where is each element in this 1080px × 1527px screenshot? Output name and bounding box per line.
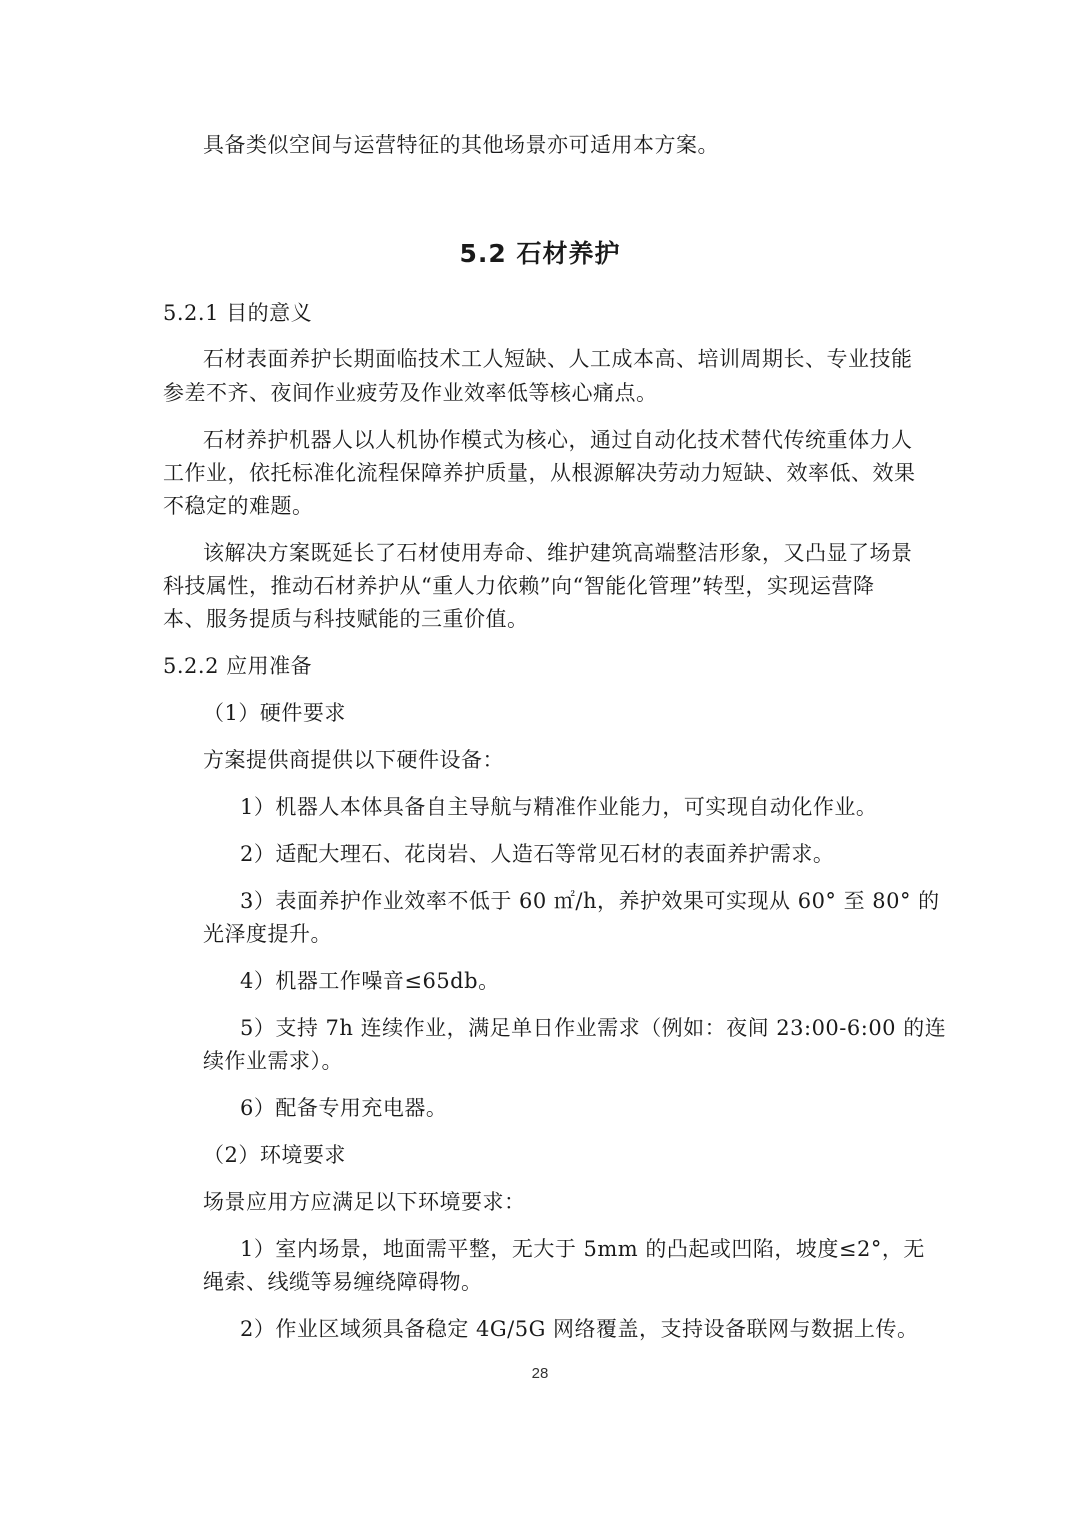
- list-item: 2）适配大理石、花岗岩、人造石等常见石材的表面养护需求。: [240, 842, 835, 866]
- list-item-continuation: 续作业需求）。: [203, 1049, 343, 1073]
- page-number: 28: [531, 1365, 549, 1382]
- text-line: 本、服务提质与科技赋能的三重价值。: [163, 607, 529, 631]
- text-line: 具备类似空间与运营特征的其他场景亦可适用本方案。: [203, 133, 719, 157]
- text-line: 不稳定的难题。: [163, 494, 314, 518]
- text-line: 方案提供商提供以下硬件设备：: [203, 748, 504, 772]
- text-line: 参差不齐、夜间作业疲劳及作业效率低等核心痛点。: [163, 381, 658, 405]
- list-item: 2）作业区域须具备稳定 4G/5G 网络覆盖，支持设备联网与数据上传。: [240, 1317, 919, 1341]
- list-item-continuation: 绳索、线缆等易缠绕障碍物。: [203, 1270, 483, 1294]
- subsection-title: 5.2.1 目的意义: [163, 301, 313, 325]
- item-heading: （1）硬件要求: [203, 701, 346, 725]
- list-item: 5）支持 7h 连续作业，满足单日作业需求（例如：夜间 23:00-6:00 的连: [240, 1016, 947, 1040]
- item-heading: （2）环境要求: [203, 1143, 346, 1167]
- text-line: 该解决方案既延长了石材使用寿命、维护建筑高端整洁形象，又凸显了场景: [203, 541, 913, 565]
- text-line: 石材表面养护长期面临技术工人短缺、人工成本高、培训周期长、专业技能: [203, 347, 913, 371]
- list-item: 3）表面养护作业效率不低于 60 ㎡/h，养护效果可实现从 60° 至 80° 的: [240, 889, 940, 913]
- list-item: 1）机器人本体具备自主导航与精准作业能力，可实现自动化作业。: [240, 795, 878, 819]
- subsection-title: 5.2.2 应用准备: [163, 654, 313, 678]
- text-line: 工作业，依托标准化流程保障养护质量，从根源解决劳动力短缺、效率低、效果: [163, 461, 916, 485]
- list-item-continuation: 光泽度提升。: [203, 922, 332, 946]
- section-heading: 5.2 石材养护: [459, 239, 621, 268]
- text-line: 场景应用方应满足以下环境要求：: [203, 1190, 526, 1214]
- text-line: 科技属性，推动石材养护从“重人力依赖”向“智能化管理”转型，实现运营降: [163, 574, 875, 598]
- list-item: 4）机器工作噪音≤65db。: [240, 969, 500, 993]
- text-line: 石材养护机器人以人机协作模式为核心，通过自动化技术替代传统重体力人: [203, 428, 913, 452]
- list-item: 6）配备专用充电器。: [240, 1096, 448, 1120]
- list-item: 1）室内场景，地面需平整，无大于 5mm 的凸起或凹陷，坡度≤2°，无: [240, 1237, 925, 1261]
